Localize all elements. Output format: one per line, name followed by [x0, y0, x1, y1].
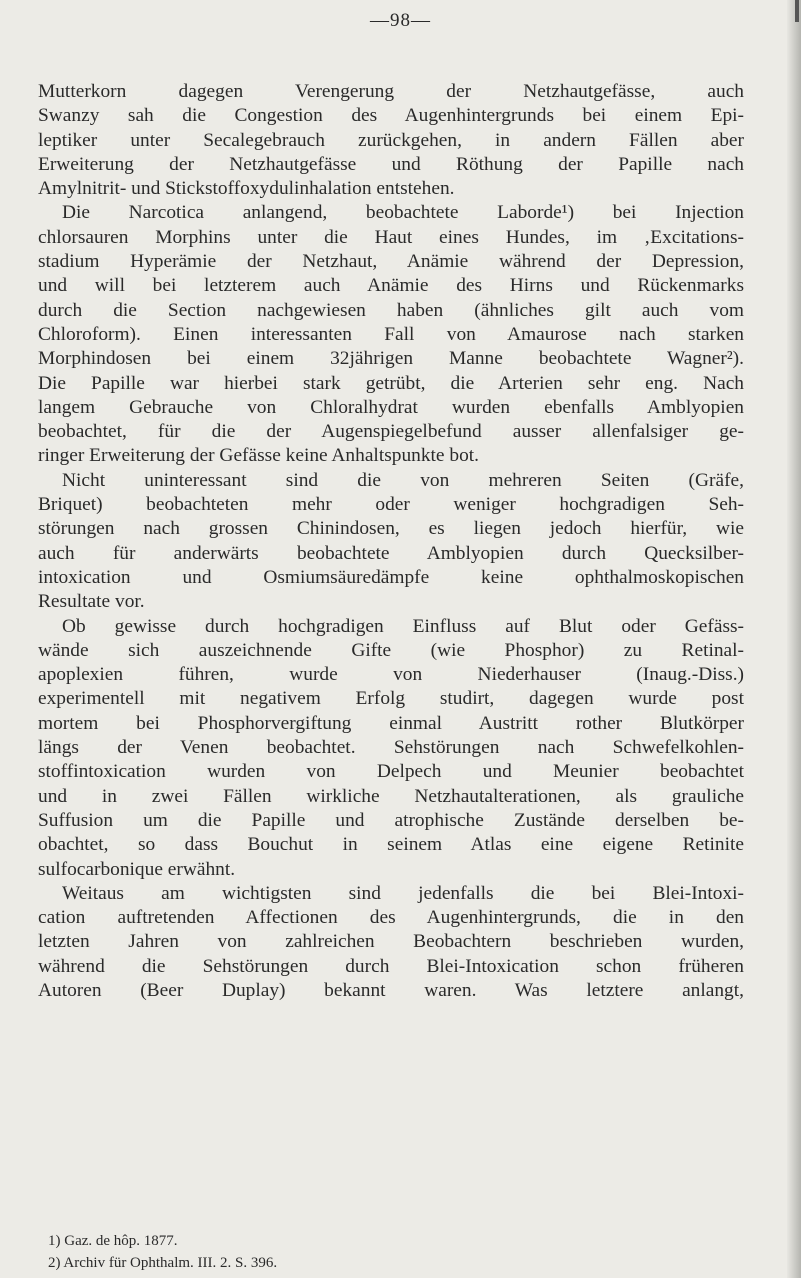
page-number: 98 [390, 10, 411, 31]
text-line: Resultate vor. [38, 591, 145, 613]
text-line: Die Papille war hierbei stark getrübt, die Arterien sehr eng. Nach [38, 372, 744, 394]
page-edge [787, 0, 801, 1278]
text-line: chlorsauren Morphins unter die Haut eines Hundes, im ‚Excitations- [38, 226, 744, 248]
text-line: Suffusion um die Papille und atrophische Zustände derselben be- [38, 809, 744, 831]
text-line: experimentell mit negativem Erfolg studirt, dagegen wurde post [38, 688, 744, 710]
text-line: während die Sehstörungen durch Blei-Intoxication schon früheren [38, 955, 744, 977]
text-line: stoffintoxication wurden von Delpech und Meunier beobachtet [38, 761, 744, 783]
text-line: wände sich auszeichnende Gifte (wie Phosphor) zu Retinal- [38, 639, 744, 661]
text-line: ringer Erweiterung der Gefässe keine Anhaltspunkte bot. [38, 445, 479, 467]
text-line: letzten Jahren von zahlreichen Beobachtern beschrieben wurden, [38, 931, 744, 953]
footnote-1: 1) Gaz. de hôp. 1877. [48, 1233, 178, 1249]
footnote-2: 2) Archiv für Ophthalm. III. 2. S. 396. [48, 1255, 278, 1271]
text-line: obachtet, so dass Bouchut in seinem Atlas eine eigene Retinite [38, 834, 744, 856]
text-line: Nicht uninteressant sind die von mehreren Seiten (Gräfe, [62, 469, 744, 491]
text-line: Amylnitrit- und Stickstoffoxydulinhalation entstehen. [38, 178, 455, 200]
text-line: Mutterkorn dagegen Verengerung der Netzhautgefässe, auch [38, 81, 744, 102]
text-line: Autoren (Beer Duplay) bekannt waren. Was letztere anlangt, [38, 979, 744, 1001]
page-header: —98— [370, 10, 431, 31]
text-line: Swanzy sah die Congestion des Augenhintergrunds bei einem Epi- [38, 105, 744, 127]
text-line: stadium Hyperämie der Netzhaut, Anämie während der Depression, [38, 251, 744, 273]
body-text [38, 80, 744, 1003]
text-line: cation auftretenden Affectionen des Augenhintergrunds, die in den [38, 907, 744, 929]
text-line: mortem bei Phosphorvergiftung einmal Austritt rother Blutkörper [38, 712, 744, 734]
text-line: und will bei letzterem auch Anämie des Hirns und Rückenmarks [38, 275, 744, 297]
text-line: beobachtet, für die der Augenspiegelbefund ausser allenfalsiger ge- [38, 421, 744, 443]
text-line: Erweiterung der Netzhautgefässe und Röthung der Papille nach [38, 153, 744, 175]
footnotes [48, 1230, 648, 1274]
text-line: Briquet) beobachteten mehr oder weniger hochgradigen Seh- [38, 494, 744, 516]
text-line: längs der Venen beobachtet. Sehstörungen nach Schwefelkohlen- [38, 737, 744, 759]
text-line: Ob gewisse durch hochgradigen Einfluss auf Blut oder Gefäss- [62, 615, 744, 637]
text-line: Weitaus am wichtigsten sind jedenfalls die bei Blei-Intoxi- [62, 882, 744, 904]
text-line: und in zwei Fällen wirkliche Netzhautalterationen, als grauliche [38, 785, 744, 807]
text-line: apoplexien führen, wurde von Niederhauser (Inaug.-Diss.) [38, 664, 744, 686]
text-line: durch die Section nachgewiesen haben (ähnliches gilt auch vom [38, 299, 744, 321]
text-line: Chloroform). Einen interessanten Fall von Amaurose nach starken [38, 323, 744, 345]
text-line: leptiker unter Secalegebrauch zurückgehen, in andern Fällen aber [38, 129, 744, 151]
text-line: auch für anderwärts beobachtete Amblyopien durch Quecksilber- [38, 542, 744, 564]
text-line: störungen nach grossen Chinindosen, es liegen jedoch hierfür, wie [38, 518, 744, 540]
text-line: sulfocarbonique erwähnt. [38, 858, 236, 880]
text-line: Morphindosen bei einem 32jährigen Manne beobachtete Wagner²). [38, 348, 744, 370]
text-line: langem Gebrauche von Chloralhydrat wurden ebenfalls Amblyopien [38, 396, 744, 418]
text-line: Die Narcotica anlangend, beobachtete Laborde¹) bei Injection [62, 202, 744, 224]
text-line: intoxication und Osmiumsäuredämpfe keine ophthalmoskopischen [38, 566, 744, 588]
